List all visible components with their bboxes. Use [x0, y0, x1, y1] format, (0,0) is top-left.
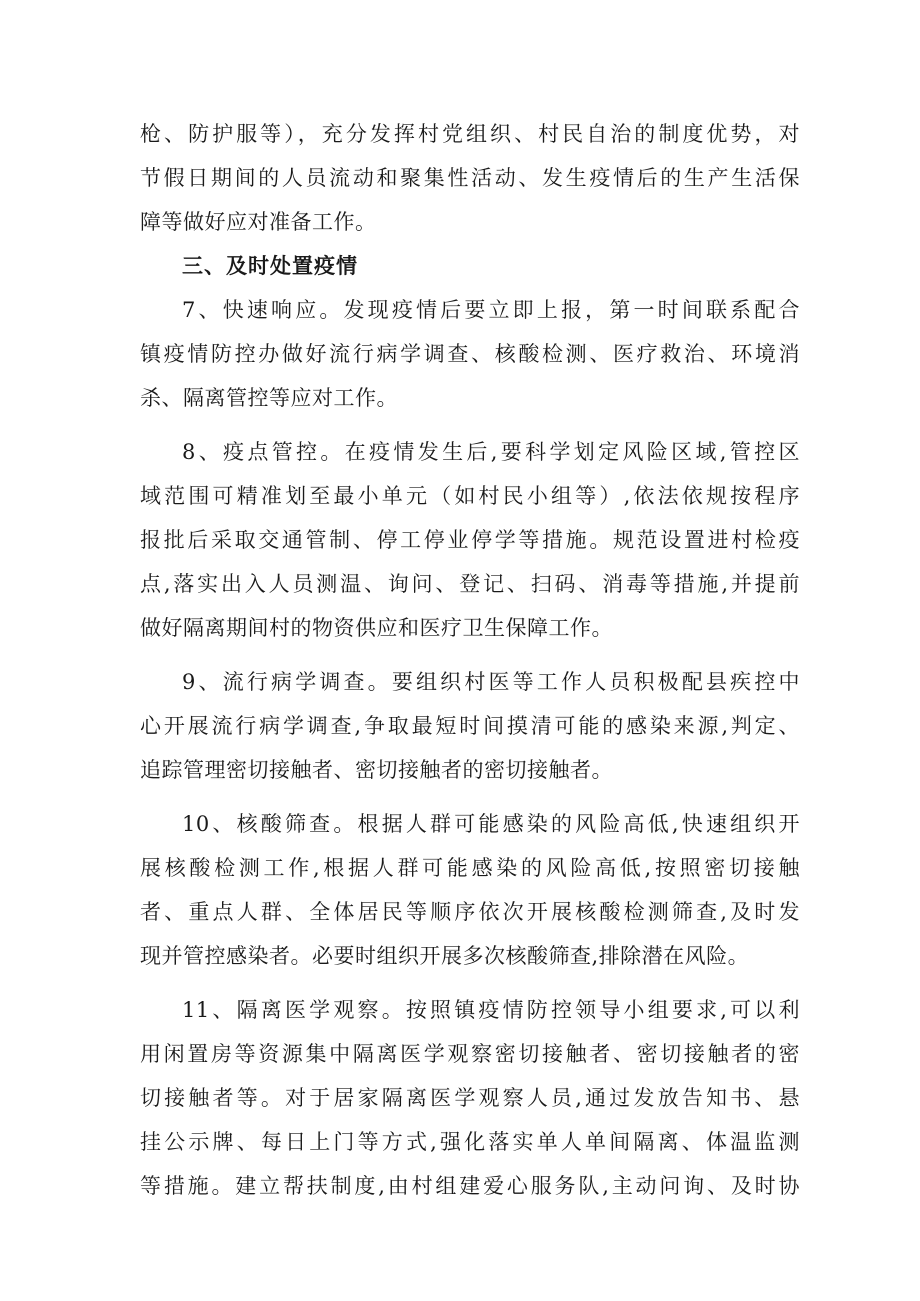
paragraph-line: 点,落实出入人员测温、询问、登记、扫码、消毒等措施,并提前 [140, 572, 800, 596]
paragraph-line: 者、重点人群、全体居民等顺序依次开展核酸检测筛查,及时发 [140, 900, 800, 924]
paragraph-line: 展核酸检测工作,根据人群可能感染的风险高低,按照密切接触 [140, 856, 800, 880]
paragraph-line: 10、核酸筛查。根据人群可能感染的风险高低,快速组织开 [182, 812, 800, 836]
paragraph-line: 杀、隔离管控等应对工作。 [140, 386, 398, 410]
paragraph-line: 追踪管理密切接触者、密切接触者的密切接触者。 [140, 758, 613, 782]
paragraph-line: 9、流行病学调查。要组织村医等工作人员积极配县疾控中 [182, 670, 800, 694]
paragraph-line: 11、隔离医学观察。按照镇疫情防控领导小组要求,可以利 [182, 998, 800, 1022]
paragraph-line: 7、快速响应。发现疫情后要立即上报，第一时间联系配合 [182, 298, 800, 322]
paragraph-line: 报批后采取交通管制、停工停业停学等措施。规范设置进村检疫 [140, 528, 800, 552]
section-heading: 三、及时处置疫情 [182, 254, 358, 278]
paragraph-line: 域范围可精准划至最小单元（如村民小组等）,依法依规按程序 [140, 484, 800, 508]
paragraph-line: 等措施。建立帮扶制度,由村组建爱心服务队,主动问询、及时协 [140, 1174, 800, 1198]
paragraph-line: 切接触者等。对于居家隔离医学观察人员,通过发放告知书、悬 [140, 1086, 800, 1110]
paragraph-line: 枪、防护服等），充分发挥村党组织、村民自治的制度优势，对 [140, 122, 800, 146]
paragraph-line: 节假日期间的人员流动和聚集性活动、发生疫情后的生产生活保 [140, 166, 800, 190]
paragraph-line: 用闲置房等资源集中隔离医学观察密切接触者、密切接触者的密 [140, 1042, 800, 1066]
paragraph-line: 镇疫情防控办做好流行病学调查、核酸检测、医疗救治、环境消 [140, 342, 800, 366]
paragraph-line: 8、疫点管控。在疫情发生后,要科学划定风险区域,管控区 [182, 440, 800, 464]
paragraph-line: 挂公示牌、每日上门等方式,强化落实单人单间隔离、体温监测 [140, 1130, 800, 1154]
paragraph-line: 心开展流行病学调查,争取最短时间摸清可能的感染来源,判定、 [140, 714, 800, 738]
paragraph-line: 障等做好应对准备工作。 [140, 210, 377, 234]
paragraph-line: 现并管控感染者。必要时组织开展多次核酸筛查,排除潜在风险。 [140, 944, 750, 968]
document-body [140, 112, 800, 1208]
paragraph-line: 做好隔离期间村的物资供应和医疗卫生保障工作。 [140, 616, 613, 640]
